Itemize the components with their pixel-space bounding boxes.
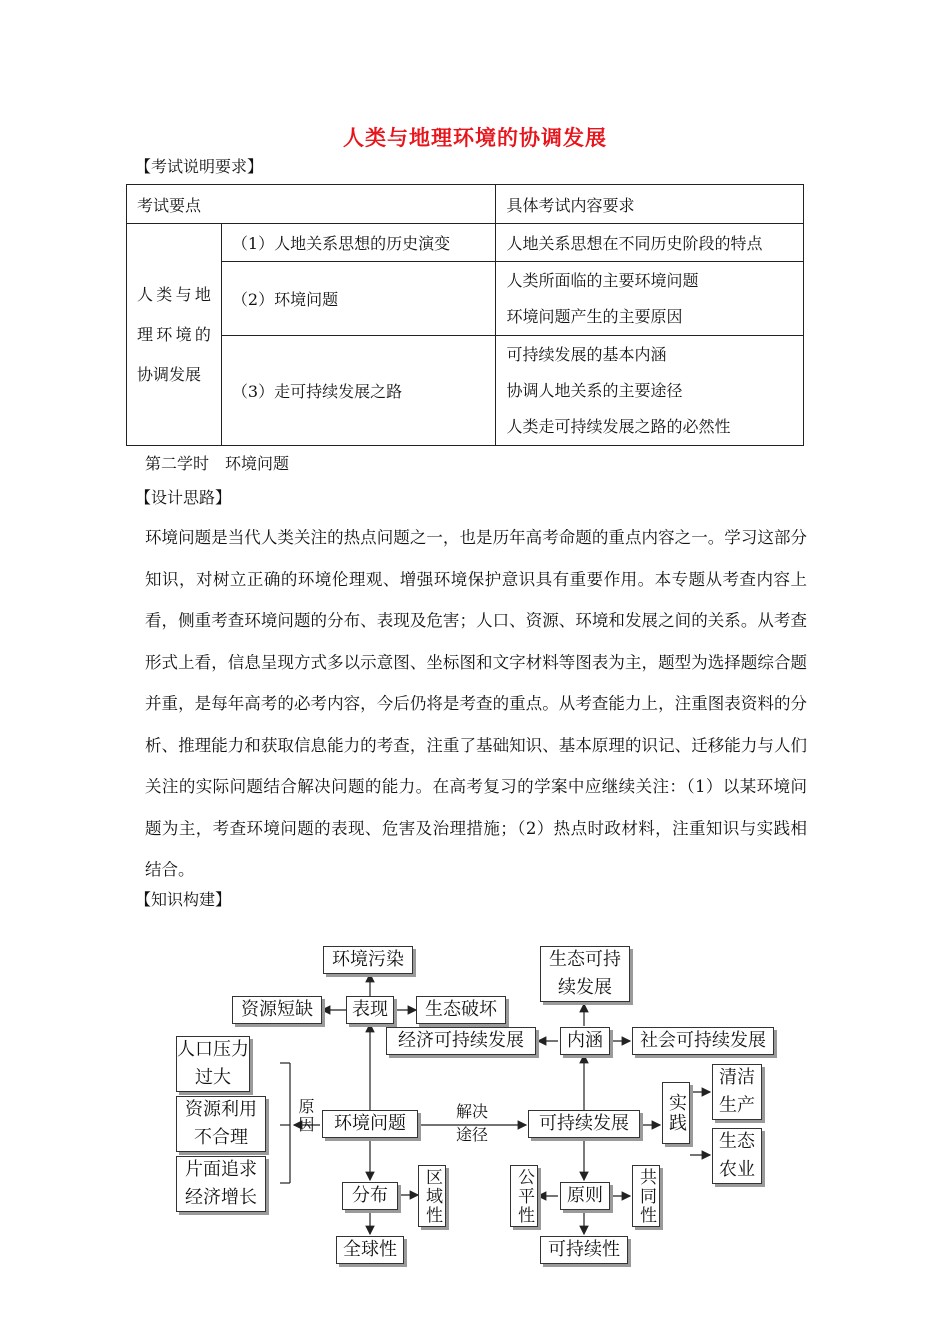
table-content-2b: 环境问题产生的主要原因: [506, 306, 683, 326]
box-growth-pursuit: 片面追求经济增长: [176, 1156, 266, 1212]
exam-requirements-table: [126, 184, 804, 446]
design-text: 环境问题是当代人类关注的热点问题之一，也是历年高考命题的重点内容之一。学习这部分知识，对树立正确的环境伦理观、增强环境保护意识具有重要作用。本专题从考查内容上看，侧重考查环境问题的分布、表现及危害；人口、资源、环境和发展之间的关系。从考查形式上看，信息呈现方式多以示意图、坐标图和文字材料等图表为主，题型为选择题综合题并重，是每年高考的必考内容，今后仍将是考查的重点。从考查能力上，注重图表资料的分析、推理能力和获取信息能力的考查，注重了基础知识、基本原理的识记、迁移能力与人们关注的实际问题结合解决问题的能力。在高考复习的学案中应继续关注：（1）以某环境问题为主，考查环境问题的表现、危害及治理措施；（2）热点时政材料，注重知识与实践相结合。: [145, 528, 807, 879]
exam-requirements-heading: 【考试说明要求】: [135, 157, 264, 176]
table-content-2: [496, 262, 804, 336]
table-header-points: 考试要点: [127, 185, 496, 224]
box-practice: 实践: [662, 1082, 690, 1144]
box-fairness: 公平性: [510, 1165, 538, 1227]
label-cause: 原因: [296, 1098, 315, 1134]
lesson-heading: 第二学时 环境问题: [145, 454, 290, 473]
knowledge-diagram: [170, 940, 810, 1270]
table-content-1: 人地关系思想在不同历史阶段的特点: [496, 224, 804, 262]
box-resource-misuse: 资源利用不合理: [176, 1096, 266, 1152]
table-content-3: [496, 336, 804, 446]
table-content-2a: 人类所面临的主要环境问题: [506, 270, 699, 290]
table-point-1: （1）人地关系思想的历史演变: [221, 224, 496, 262]
box-eco-sustain: 生态可持续发展: [540, 946, 630, 1002]
table-header-contents: 具体考试内容要求: [496, 185, 804, 224]
box-distribution: 分布: [342, 1182, 398, 1210]
box-connotation: 内涵: [560, 1027, 610, 1055]
box-env-problem: 环境问题: [322, 1110, 418, 1138]
box-eco-damage: 生态破坏: [416, 996, 506, 1024]
knowledge-heading: 【知识构建】: [135, 890, 232, 909]
box-principle: 原则: [560, 1182, 610, 1210]
table-content-3b: 协调人地关系的主要途径: [506, 380, 683, 400]
table-point-3: （3）走可持续发展之路: [221, 336, 496, 446]
box-sustainable: 可持续发展: [528, 1110, 640, 1138]
table-content-3a: 可持续发展的基本内涵: [506, 344, 667, 364]
box-continuity: 可持续性: [540, 1236, 628, 1264]
box-eco-agriculture: 生态农业: [712, 1128, 762, 1184]
design-heading: 【设计思路】: [135, 488, 232, 507]
box-social-sustain: 社会可持续发展: [632, 1027, 774, 1055]
design-paragraph: [145, 517, 807, 891]
label-solution: 解决途径: [455, 1102, 488, 1144]
page-title: 人类与地理环境的协调发展: [343, 125, 607, 150]
box-commonality: 共同性: [632, 1165, 660, 1227]
box-pop-pressure: 人口压力过大: [176, 1036, 250, 1092]
box-clean-production: 清洁生产: [712, 1064, 762, 1120]
box-env-pollution: 环境污染: [323, 946, 413, 974]
box-econ-sustain: 经济可持续发展: [386, 1027, 536, 1055]
box-manifestation: 表现: [346, 996, 394, 1024]
box-resource-shortage: 资源短缺: [232, 996, 322, 1024]
table-topic-cell: 人类与地理环境的协调发展: [127, 224, 222, 446]
table-content-3c: 人类走可持续发展之路的必然性: [506, 416, 731, 436]
box-global: 全球性: [336, 1236, 404, 1264]
box-regional: 区域性: [418, 1165, 446, 1227]
table-point-2: （2）环境问题: [221, 262, 496, 336]
